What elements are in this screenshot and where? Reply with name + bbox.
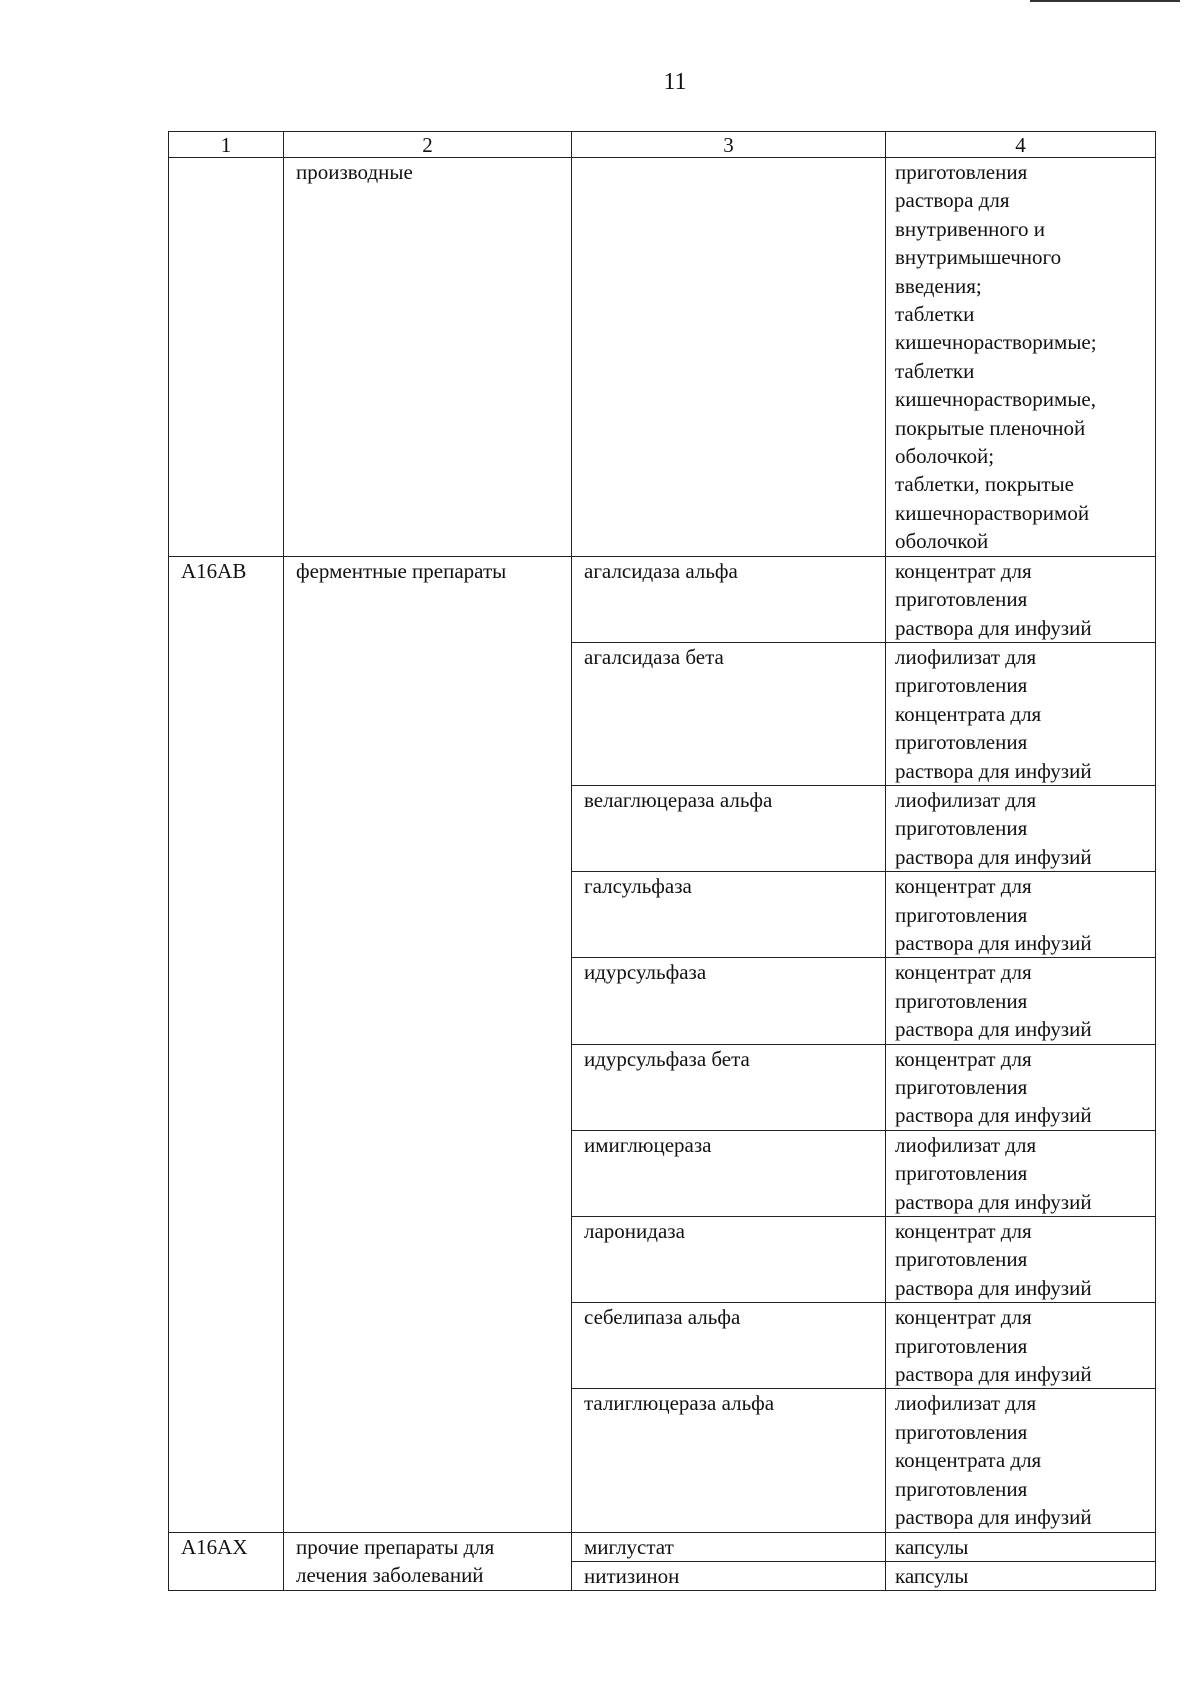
dosage-form-cell: концентрат для приготовления раствора для инфузий bbox=[886, 556, 1156, 642]
header-col-1: 1 bbox=[169, 132, 284, 158]
dosage-form-cell: приготовления раствора для внутривенного и внутримышечного введения; таблетки кишечнорастворимые; таблетки кишечнорастворимые, покрытые пленочной оболочкой; таблетки, покрытые кишечнорастворимой оболочкой bbox=[886, 158, 1156, 557]
substance-cell: идурсульфаза бета bbox=[572, 1044, 886, 1130]
dosage-form-cell: лиофилизат для приготовления раствора для инфузий bbox=[886, 1130, 1156, 1216]
substance-cell: агалсидаза бета bbox=[572, 642, 886, 785]
header-col-3: 3 bbox=[572, 132, 886, 158]
substance-cell: себелипаза альфа bbox=[572, 1303, 886, 1389]
table-row bbox=[169, 556, 1156, 642]
substance-cell: талиглюцераза альфа bbox=[572, 1389, 886, 1532]
top-rule bbox=[1030, 0, 1180, 2]
atc-code-cell bbox=[169, 158, 284, 557]
dosage-form-cell: концентрат для приготовления раствора для инфузий bbox=[886, 872, 1156, 958]
dosage-form-cell: лиофилизат для приготовления концентрата для приготовления раствора для инфузий bbox=[886, 1389, 1156, 1532]
atc-code-cell: A16AB bbox=[169, 556, 284, 1532]
group-cell: производные bbox=[284, 158, 572, 557]
group-cell: ферментные препараты bbox=[284, 556, 572, 1532]
dosage-form-cell: капсулы bbox=[886, 1532, 1156, 1561]
header-col-2: 2 bbox=[284, 132, 572, 158]
substance-cell: велаглюцераза альфа bbox=[572, 785, 886, 871]
atc-code-cell: A16AX bbox=[169, 1532, 284, 1591]
substance-cell: миглустат bbox=[572, 1532, 886, 1561]
table-row bbox=[169, 158, 1156, 557]
substance-cell: галсульфаза bbox=[572, 872, 886, 958]
dosage-form-cell: концентрат для приготовления раствора для инфузий bbox=[886, 1303, 1156, 1389]
dosage-form-cell: лиофилизат для приготовления концентрата для приготовления раствора для инфузий bbox=[886, 642, 1156, 785]
header-col-4: 4 bbox=[886, 132, 1156, 158]
group-cell: прочие препараты для лечения заболеваний bbox=[284, 1532, 572, 1591]
table-row bbox=[169, 1532, 1156, 1561]
dosage-form-cell: капсулы bbox=[886, 1561, 1156, 1590]
substance-cell: имиглюцераза bbox=[572, 1130, 886, 1216]
page-number: 11 bbox=[663, 69, 687, 95]
substance-cell bbox=[572, 158, 886, 557]
substance-cell: идурсульфаза bbox=[572, 958, 886, 1044]
substance-cell: ларонидаза bbox=[572, 1217, 886, 1303]
drug-table bbox=[168, 131, 1156, 1591]
table-header-row bbox=[169, 132, 1156, 158]
dosage-form-cell: концентрат для приготовления раствора для инфузий bbox=[886, 958, 1156, 1044]
substance-cell: агалсидаза альфа bbox=[572, 556, 886, 642]
dosage-form-cell: лиофилизат для приготовления раствора для инфузий bbox=[886, 785, 1156, 871]
dosage-form-cell: концентрат для приготовления раствора для инфузий bbox=[886, 1044, 1156, 1130]
substance-cell: нитизинон bbox=[572, 1561, 886, 1590]
dosage-form-cell: концентрат для приготовления раствора для инфузий bbox=[886, 1217, 1156, 1303]
